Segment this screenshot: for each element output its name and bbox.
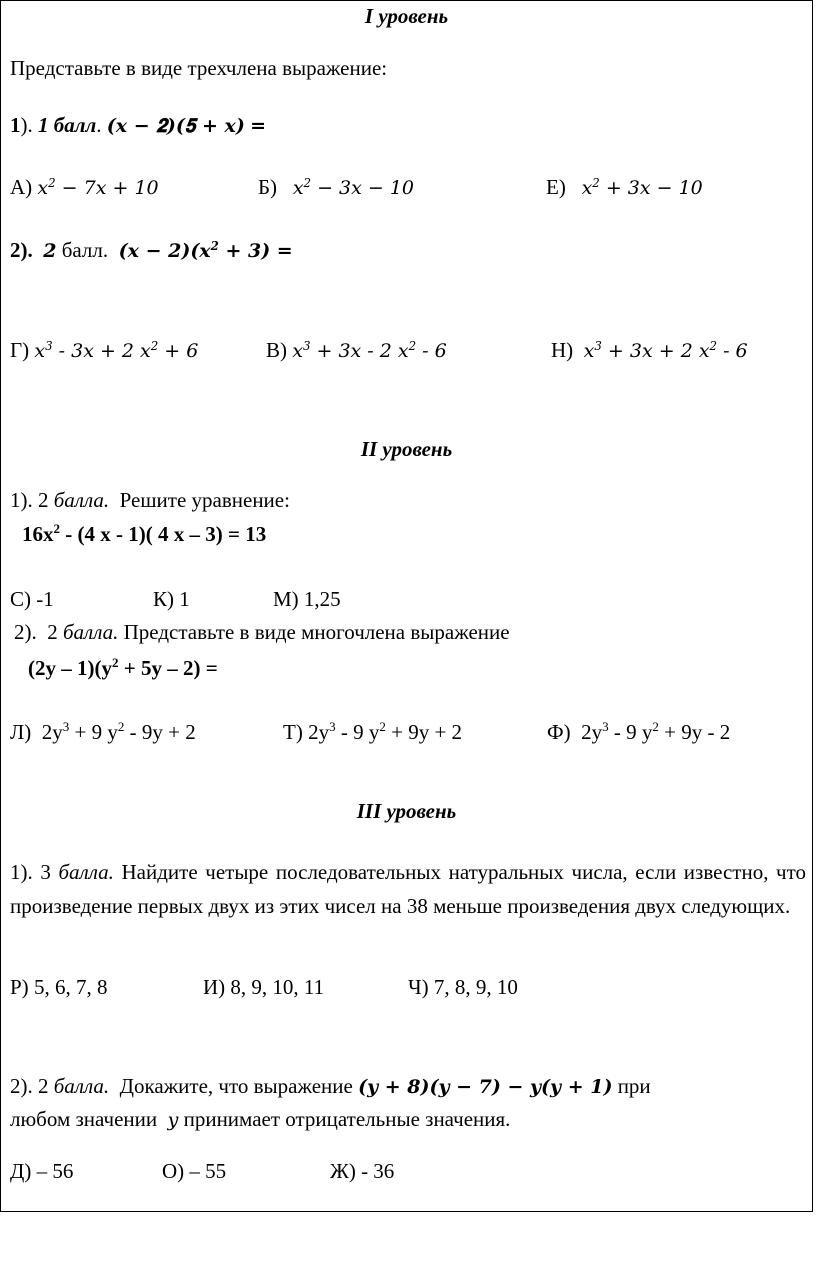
task1-number: 1). 2 [10, 488, 49, 512]
option-letter: Ф) [547, 720, 571, 744]
option-letter: Н) [551, 338, 574, 362]
option-value: -1 [36, 587, 54, 611]
task2-line2-after: принимает отрицательные значения. [183, 1107, 511, 1131]
option-r [10, 973, 107, 1001]
level3-task1 [10, 855, 806, 923]
option-value: $x^2 - 7x + 10$ [37, 175, 159, 199]
task1-expr-b: (𝟓 + 𝒙) [175, 115, 245, 137]
task2-text: Докажите, что выражение [119, 1074, 353, 1098]
option-value: $2y^3 + 9$ $y^2 - 9y + 2$ [41, 719, 196, 744]
task2-variable: y [167, 1109, 179, 1131]
option-value: 7, 8, 9, 10 [433, 975, 518, 999]
option-letter: О) [162, 1159, 185, 1183]
option-a [10, 173, 159, 202]
task2-text-after: при [617, 1074, 651, 1098]
option-b [258, 173, 414, 202]
level2-heading: II уровень [360, 437, 453, 461]
task2-line2-before: любом значении [10, 1107, 158, 1131]
task2-expression: (y + 8)(y − 7) − y(y + 1) [358, 1076, 613, 1098]
option-d [10, 1157, 73, 1185]
option-letter: А) [10, 175, 33, 199]
task1-text: Найдите четыре последовательных натуральных числа, если известно, что произведение первых двух из этих чисел на 38 меньше произведения двух следующих. [10, 860, 807, 918]
level3-task2-line1 [10, 1072, 651, 1101]
option-o [162, 1157, 226, 1185]
option-value: 8, 9, 10, 11 [230, 975, 325, 999]
option-s [10, 585, 54, 613]
option-value: – 55 [189, 1159, 227, 1183]
option-value: $x^2 + 3x - 10$ [581, 175, 703, 199]
task2-number: 2). [10, 238, 33, 262]
option-letter: И) [203, 975, 226, 999]
option-zh [330, 1157, 394, 1185]
task1-number: 1 [10, 113, 21, 137]
task2-number: 2). 2 [10, 1074, 49, 1098]
level2-equation: $16x^2 - (4$ x - 1)( 4 x – 3) = 13 [22, 521, 267, 546]
level1-heading: I уровень [364, 4, 449, 28]
task2-instruction: Представьте в виде многочлена выражение [123, 620, 510, 644]
option-m [273, 585, 341, 613]
option-l [10, 718, 196, 746]
option-n [551, 336, 748, 365]
option-value: $x^3 - 3x + 2$ $x^2 + 6$ [34, 338, 199, 362]
option-letter: Т) [283, 720, 303, 744]
option-letter: Д) [10, 1159, 32, 1183]
option-letter: Ж) [330, 1159, 356, 1183]
option-t [283, 718, 462, 746]
level3-heading: III уровень [356, 799, 457, 823]
task1-points: балла. [58, 860, 114, 884]
level2-task1 [10, 486, 290, 514]
option-v [266, 336, 447, 365]
task2-points-word: балл. [61, 238, 109, 262]
option-letter: Л) [10, 720, 32, 744]
level1-task2 [10, 236, 293, 265]
option-letter: Р) [10, 975, 29, 999]
task2-points: балла. [53, 1074, 110, 1098]
task1-number: 1). 3 [10, 860, 51, 884]
task1-instruction: Решите уравнение: [119, 488, 290, 512]
level3-task2-line2 [10, 1105, 510, 1134]
option-e [546, 173, 703, 202]
option-value: $2y^3 - 9$ $y^2 + 9y + 2$ [308, 719, 463, 744]
task2-points: балла. [63, 620, 119, 644]
task1-points: 1 балл [38, 113, 97, 137]
option-value: - 36 [361, 1159, 395, 1183]
task2-points-num: 2 [43, 240, 57, 262]
option-value: $2y^3 - 9$ $y^2 + 9y - 2$ [581, 719, 731, 744]
option-ch [408, 973, 518, 1001]
option-k [153, 585, 190, 613]
option-value: 5, 6, 7, 8 [33, 975, 108, 999]
task2-points-num: 2 [47, 620, 58, 644]
option-letter: Е) [546, 175, 566, 199]
option-letter: Б) [258, 175, 278, 199]
option-g [10, 336, 198, 365]
option-value: – 56 [36, 1159, 74, 1183]
option-letter: К) [153, 587, 174, 611]
level2-task2 [14, 618, 510, 646]
option-letter: В) [266, 338, 287, 362]
task2-expression: $(x - 2)(x^2 + 3)$ = [118, 238, 293, 262]
option-value: $x^3 + 3x + 2$ $x^2 - 6$ [583, 338, 748, 362]
level2-expression: $(2y - 1)(y^2 + 5y - 2)$ = [28, 655, 218, 680]
option-letter: Г) [10, 338, 30, 362]
option-f [547, 718, 730, 746]
level1-instruction: Представьте в виде трехчлена выражение: [10, 56, 388, 80]
option-letter: М) [273, 587, 299, 611]
option-value: 1,25 [303, 587, 341, 611]
level1-task1: 1). 1 балл. (𝒙 − 𝟐)(𝟓 + 𝒙) = [10, 113, 267, 137]
option-value: 1 [179, 587, 190, 611]
option-value: $x^3 + 3x - 2$ $x^2 - 6$ [292, 338, 447, 362]
option-i [203, 973, 324, 1001]
task1-points: балла. [53, 488, 110, 512]
task2-number: 2). [14, 620, 37, 644]
task1-eq: = [250, 115, 267, 137]
option-letter: С) [10, 587, 31, 611]
option-value: $x^2 - 3x - 10$ [292, 175, 415, 199]
option-letter: Ч) [408, 975, 429, 999]
task1-expr-a: (𝒙 − 𝟐) [106, 115, 176, 137]
